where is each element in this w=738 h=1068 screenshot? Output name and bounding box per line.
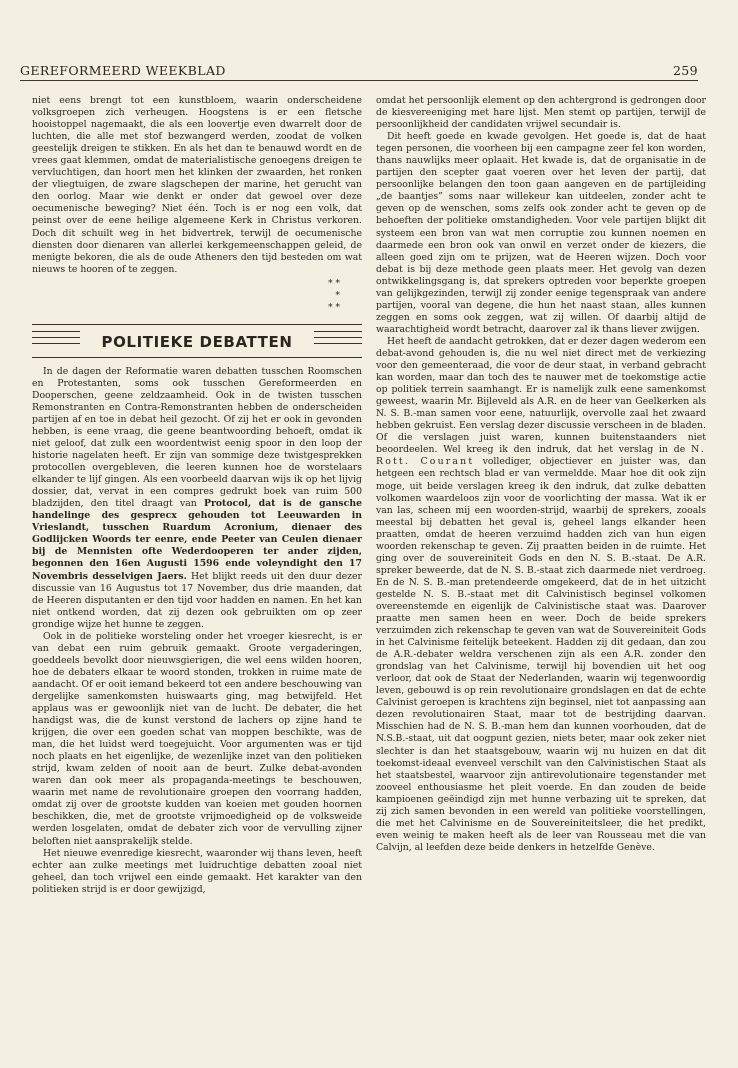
header-rule <box>20 80 698 81</box>
stars-line: * * <box>328 302 340 313</box>
section-title-block <box>32 328 362 356</box>
paragraph: In de dagen der Reformatie waren debatten tusschen Roomschen en Protestanten, soms ook tusschen Gereformeerden en Dooperschen, geene zeldzaamheid. Ook in de twisten tusschen Remonstranten en Contra-Remonstranten hebben de onderscheiden partijen af en toe in debat heil gezocht. Of zij het er ook in gevonden hebben, is eene vraag, die geene beantwoording behoeft, omdat ik niet geloof, dat zulk een woordentwist eenig spoor in den loop der historie nagelaten heeft. Er zijn van sommige deze twistgesprekken protocollen overgebleven, die leeren kunnen hoe de worstelaars elkander te lijf gingen. Als een voorbeeld daarvan wijs ik op het lijvig dossier, dat, vervat in een compres gedrukt boek van ruim 500 bladzijden, den titel draagt van Protocol, dat is de gansche handelinge des gesprecx gehouden tot Leeuwarden in Vrieslandt, tusschen Ruardum Acronium, dienaer des Godlijcken Woords ter eenre, ende Peeter van Ceulen dienaer bij de Mennisten ofte Wederdooperen ter ander zijden, begonnen den 16en Augusti 1596 ende voleyndight den 17 Novembris desselvigen Jaers. Het blijkt reeds uit den duur dezer discussie van 16 Augustus tot 17 November, dus drie maanden, dat de Heeren disputanten er den tijd voor hadden en namen. En het kan niet ontkend worden, dat zij dezen ook gebruikten om op zeer grondige wijze het hunne te zeggen. <box>32 365 362 630</box>
paragraph: Ook in de politieke worsteling onder het vroeger kiesrecht, is er van debat een ruim gebruik gemaakt. Groote vergaderingen, goeddeels bevolkt door nieuwsgierigen, die wel eens wilden hooren, hoe de debaters elkaar te woord stonden, trokken in ruime mate de aandacht. Of er ooit iemand bekeerd tot een andere beschouwing van dergelijke samenkomsten huiswaarts ging, mag betwijfeld. Het applaus was er gewoonlijk niet van de lucht. De debater, die het handigst was, die de kunst verstond de lachers op zijne hand te krijgen, die over een goeden schat van moppen beschikte, was de man, die het luidst werd toegejuicht. Voor argumenten was er tijd noch plaats en het eigenlijke, de wezenlijke inzet van den politieken strijd, kwam zelden of nooit aan de beurt. Zulke debat-avonden waren dan ook meer als propaganda-meetings te beschouwen, waarin met name de revolutionaire groepen den voorrang hadden, omdat zij over de grootste kudden van koeien met gouden hoornen beschikken, die, met de grootste vrijmoedigheid op de volksweide werden losgelaten, omdat de debater zich voor de vervulling zijner beloften niet aansprakelijk stelde. <box>32 630 362 847</box>
newspaper-name: N. Rott. Courant <box>376 444 706 468</box>
left-column <box>32 95 362 896</box>
stars-line: * * <box>328 278 340 289</box>
journal-title: GEREFORMEERD WEEKBLAD <box>20 63 226 78</box>
paragraph: Het nieuwe evenredige kiesrecht, waaronder wij thans leven, heeft echter aan zulke meetings met luidruchtige debatten zooal niet geheel, dan toch vrijwel een einde gemaakt. Het karakter van den politieken strijd is er door gewijzigd, <box>32 847 362 895</box>
paragraph: Het heeft de aandacht getrokken, dat er dezer dagen wederom een debat-avond gehouden is, die nu wel niet direct met de verkiezing voor den gemeenteraad, die voor de deur staat, in verband gebracht kan worden, maar dan toch des te nauwer met de toekomstige actie op politiek terrein saamhangt. Er is namelijk zulk eene samenkomst geweest, waarin Mr. Bijleveld als A.R. en de heer van Geelkerken als N. S. B.-man samen voor eene, natuurlijk, overvolle zaal het zwaard hebben gekruist. Een verslag dezer discussie verscheen in de bladen. Of die verslagen juist waren, kunnen buitenstaanders niet beoordeelen. Wel kreeg ik den indruk, dat het verslag in de N. Rott. Courant vollediger, objectiever en juister was, dan hetgeen een rechtsch blad er van vermeldde. Maar hoe dit ook zijn moge, uit beide verslagen kreeg ik den indruk, dat zulke debatten volkomen waardeloos zijn voor de voorlichting der massa. Wat ik er van las, scheen mij een woorden-strijd, waarbij de sprekers, zooals meestal bij debatten het geval is, geheel langs elkander heen praatten, omdat de heeren verzuimd hadden zich van hun eigen woorden rekenschap te geven. Zij praatten beiden in de ruimte. Het ging over de souvereiniteit Gods en den N. S. B.-staat. De A.R. spreker beweerde, dat de N. S. B.-staat zich daarmede niet verdroeg. En de N. S. B.-man pretendeerde omgekeerd, dat de in het uitzicht gestelde N. S. B.-staat met dit Calvinistisch beginsel volkomen overeenstemde en eigenlijk de Calvinistische staat was. Daarover praatte men samen heen en weer. Doch de beide sprekers verzuimden zich rekenschap te geven van wat de Souvereiniteit Gods in het Calvinisme feitelijk beteekent. Hadden zij dit gedaan, dan zou de A.R.-debater weldra verschenen zijn als een A.R. zonder den grondslag van het Calvinisme, terwijl hij bovendien uit het oog verloor, dat ook de Staat der Nederlanden, waarin wij tegenwoordig leven, gebouwd is op rein revolutionaire grondslagen en dat de echte Calvinist geroepen is krachtens zijn beginsel, niet tot aanpassing aan dezen revolutionairen Staat, maar tot de bestrijding daarvan. Misschien had de N. S. B.-man hem dan kunnen voorhouden, dat de N.S.B.-staat, uit dat oogpunt gezien, niets beter, maar ook zeker niet slechter is dan het staatsgebouw, waarin wij nu huizen en dat dit toekomst-ideaal evenveel verschilt van den Calvinistischen Staat als het staatsbestel, waarvoor zijn antirevolutionaire tegenstander met zooveel enthousiasme het pleit voerde. En dan zouden de beide kampioenen geëindigd zijn met hunne verbazing uit te spreken, dat zij zich samen bevonden in een wereld van politieke voorstellingen, die met het Calvinisme en de Souvereiniteitsleer, die het predikt, even weinig te maken heeft als de leer van Rousseau met die van Calvijn, al leefden deze beide denkers in hetzelfde Genève. <box>376 335 706 853</box>
title-rules-right <box>314 331 362 351</box>
protocol-title: Protocol, dat is de gansche handelinge des gesprecx gehouden tot Leeuwarden in Vrieslandt, tusschen Ruardum Acronium, dienaer des Godlijcken Woords ter eenre, ende Peeter van Ceulen dienaer bij de Mennisten ofte Wederdooperen ter ander zijden, begonnen den 16en Augusti 1596 ende voleyndight den 17 Novembris desselvigen Jaers. <box>32 498 362 582</box>
stars-line: * <box>335 290 340 301</box>
page-header <box>20 56 698 78</box>
right-column <box>376 95 706 854</box>
section-break-stars <box>32 278 362 314</box>
title-rules-left <box>32 331 80 351</box>
page-number: 259 <box>672 63 698 78</box>
paragraph: Dit heeft goede en kwade gevolgen. Het goede is, dat de haat tegen personen, die voorheen bij een campagne zeer fel kon worden, thans nauwlijks meer oplaait. Het kwade is, dat de organisatie in de partijen den scepter gaat voeren over het leven der partij, dat persoonlijke belangen den toon gaan aangeven en de partijleiding „de baantjes” soms naar willekeur kan uitdeelen, zonder acht te geven op de wenschen, soms zelfs ook zonder acht te geven op de behoeften der politieke omstandigheden. Voor vele partijen blijkt dit systeem een bron van wat men corruptie zou kunnen noemen en daarmede een bron ook van onwil en verzet onder de kiezers, die alleen goed zijn om te prijzen, wat de Heeren wijzen. Doch voor debat is bij deze methode geen plaats meer. Het gevolg van dezen ontwikkelingsgang is, dat sprekers optreden voor beperkte groepen van gelijkgezinden, terwijl zij zonder eenige tegenspraak van andere partijen, vooral van degene, die hun het naast staan, alles kunnen zeggen en soms ook zeggen, wat zij willen. Of daarbij altijd de waarachtigheid wordt betracht, daarover zal ik thans liever zwijgen. <box>376 131 706 335</box>
title-rule-top <box>32 324 362 325</box>
section-title: POLITIEKE DEBATTEN <box>101 332 293 351</box>
paragraph: omdat het persoonlijk element op den achtergrond is gedrongen door de kiesvereeniging met hare lijst. Men stemt op partijen, terwijl de persoonlijkheid der candidaten vrijwel secundair is. <box>376 95 706 131</box>
title-rule-bottom <box>32 357 362 358</box>
intro-paragraph: niet eens brengt tot een kunstbloem, waarin onderscheidene volksgroepen zich verheugen. Hoogstens is er een fletsche hooistoppel nagemaakt, die als een loovertje even dwarrelt door de luchten, die alle met stof bezwangerd werden, zoodat de volken geestelijk dreigen te stikken. En als het dan te benauwd wordt en de vrees gaat klemmen, omdat de materialistische genoegens dreigen te vervluchtigen, dan hoort men het klinken der zwaarden, het ronken der vliegtuigen, de zware slagschepen der marine, het gerucht van den oorlog. Maar wie denkt er onder dat gewoel over deze oecumenische beweging? Niet één. Toch is er nog een volk, dat peinst over de eene heilige algemeene Kerk in Christus verkoren. Doch dit schuilt weg in het bidvertrek, terwijl de oecumenische diensten door dienaren van allerlei kerkgemeenschappen geleid, de menigte bekoren, die als de oude Atheners den tijd besteden om wat nieuws te hooren of te zeggen. <box>32 95 362 275</box>
